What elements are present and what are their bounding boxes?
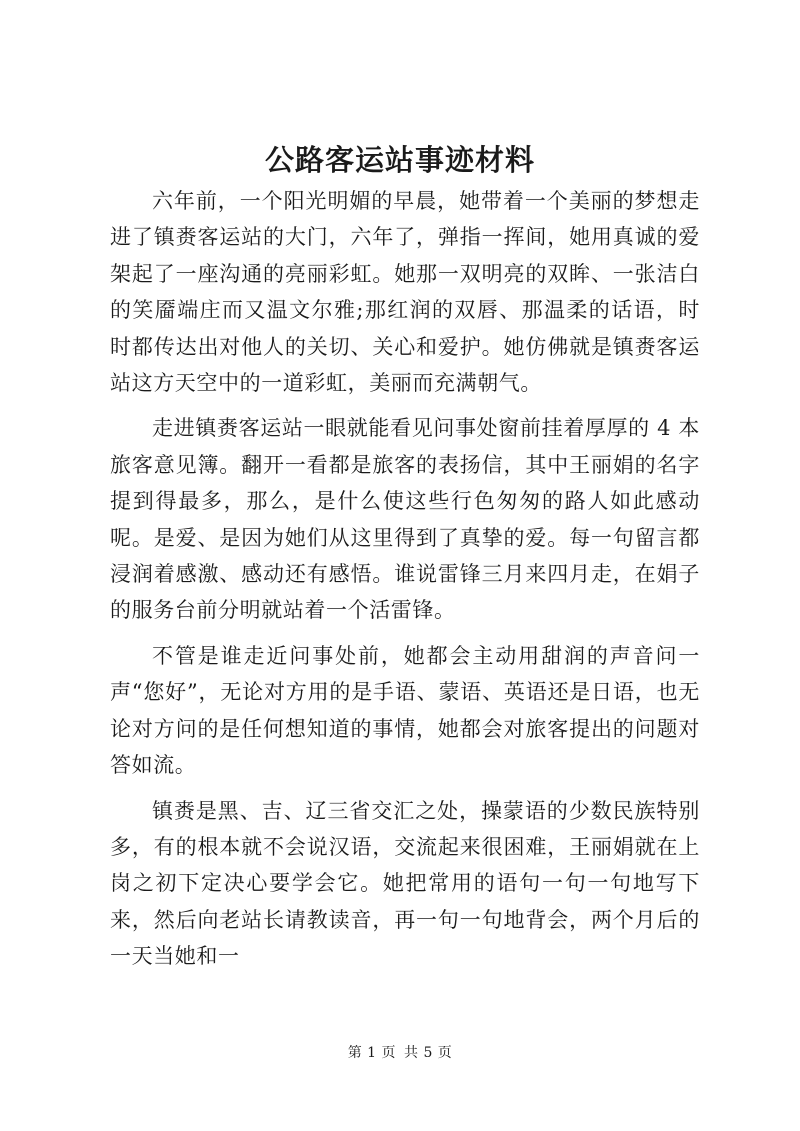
- page-number: 第 1 页: [347, 1045, 396, 1061]
- paragraph-3: 不管是谁走近问事处前，她都会主动用甜润的声音问一声“您好”，无论对方用的是手语、蒙语、英语还是日语，也无论对方问的是任何想知道的事情，她都会对旅客提出的问题对答如流。: [110, 643, 700, 778]
- page-total: 共 5 页: [404, 1045, 453, 1061]
- paragraph-2: 走进镇赉客运站一眼就能看见问事处窗前挂着厚厚的 4 本旅客意见簿。翻开一看都是旅客的表扬信，其中王丽娟的名字提到得最多，那么，是什么使这些行色匆匆的路人如此感动呢。是爱、是因为她们从这里得到了真挚的爱。每一句留言都浸润着感激、感动还有感悟。谁说雷锋三月来四月走，在娟子的服务台前分明就站着一个活雷锋。: [110, 416, 700, 623]
- document-title: 公路客运站事迹材料: [264, 143, 535, 177]
- page-footer: [0, 1043, 800, 1063]
- document-body: [110, 183, 700, 975]
- paragraph-4: 镇赉是黑、吉、辽三省交汇之处，操蒙语的少数民族特别多，有的根本就不会说汉语，交流起来很困难，王丽娟就在上岗之初下定决心要学会它。她把常用的语句一句一句地写下来，然后向老站长请教读音，再一句一句地背会，两个月后的一天当她和一: [110, 798, 700, 969]
- paragraph-1: 六年前，一个阳光明媚的早晨，她带着一个美丽的梦想走进了镇赉客运站的大门，六年了，弹指一挥间，她用真诚的爱架起了一座沟通的亮丽彩虹。她那一双明亮的双眸、一张洁白的笑靥端庄而又温文尔雅;那红润的双唇、那温柔的话语，时时都传达出对他人的关切、关心和爱护。她仿佛就是镇赉客运站这方天空中的一道彩虹，美丽而充满朝气。: [110, 189, 700, 396]
